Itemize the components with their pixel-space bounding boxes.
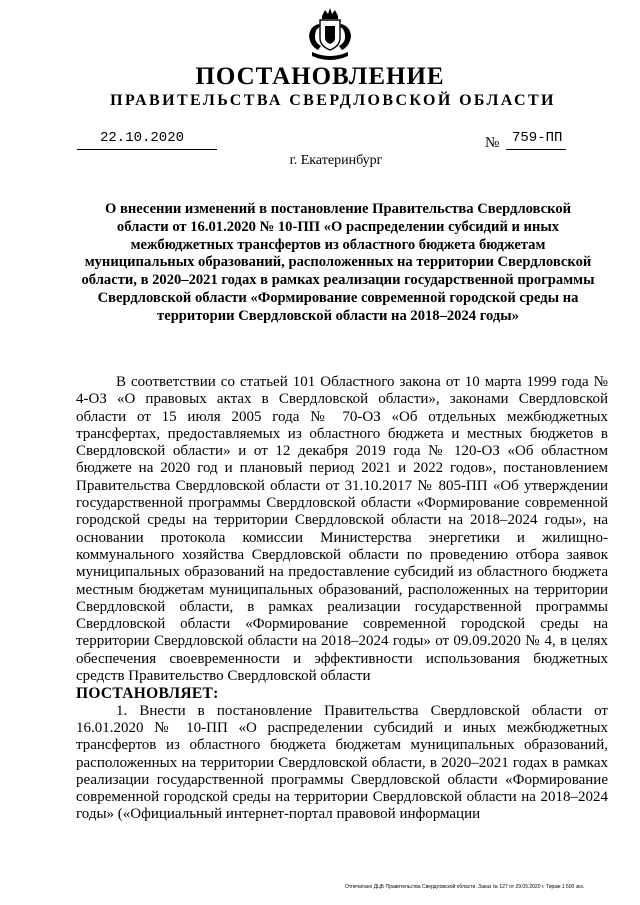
document-number: 759-ПП — [512, 130, 563, 146]
resolves-heading: ПОСТАНОВЛЯЕТ: — [76, 685, 219, 703]
document-date: 22.10.2020 — [100, 130, 185, 146]
document-body — [76, 374, 608, 824]
coat-of-arms-icon — [300, 6, 360, 66]
document-type-title: ПОСТАНОВЛЕНИЕ — [195, 63, 445, 90]
document-heading: О внесении изменений в постановление Правительства Свердловской области от 16.01.2020 № 10-ПП «О распределении субсидий и иных межбюджетных трансфертов из областного бюджета бюджетам муниципальных образований, расположенных на территории Свердловской области, в 2020–2021 годах в рамках реализации государственной программы Свердловской области «Формирование современной городской среды на территории Свердловской области на 2018–2024 годы» — [81, 201, 595, 324]
preamble-paragraph: В соответствии со статьей 101 Областного закона от 10 марта 1999 года № 4-ОЗ «О правовых актах в Свердловской области», законами Свердловской области от 15 июля 2005 года № 70-ОЗ «Об отдельных межбюджетных трансфертах, предоставляемых из областного бюджета и местных бюджетов в Свердловской области» и от 12 декабря 2019 года № 120-ОЗ «Об областном бюджете на 2020 год и плановый период 2021 и 2022 годов», постановлением Правительства Свердловской области от 31.10.2017 № 805-ПП «Об утверждении государственной программы Свердловской области «Формирование современной городской среды на территории Свердловской области на 2018–2024 годы», на основании протокола комиссии Министерства энергетики и жилищно-коммунального хозяйства Свердловской области по проведению отбора заявок муниципальных образований на предоставление субсидий из областного бюджета местным бюджетам муниципальных образований, расположенных на территории Свердловской области, в рамках реализации государственной программы Свердловской области «Формирование современной городской среды на территории Свердловской области на 2018–2024 годы» от 09.09.2020 № 4, в целях обеспечения своевременности и эффективности использования бюджетных средств Правительство Свердловской области — [76, 374, 608, 685]
issuing-authority: ПРАВИТЕЛЬСТВА СВЕРДЛОВСКОЙ ОБЛАСТИ — [110, 92, 556, 109]
item-1-paragraph: 1. Внести в постановление Правительства Свердловской области от 16.01.2020 № 10-ПП «О распределении субсидий и иных межбюджетных трансфертов из областного бюджета бюджетам муниципальных образований, расположенных на территории Свердловской области, в 2020–2021 годах в рамках реализации государственной программы Свердловской области «Формирование современной городской среды на территории Свердловской области на 2018–2024 годы» («Официальный интернет-портал правовой информации — [76, 702, 608, 823]
date-underline — [77, 149, 217, 150]
city: г. Екатеринбург — [289, 153, 383, 168]
number-underline — [506, 149, 566, 150]
print-footer: Отпечатано ДЦБ Правительства Свердловской области. Заказ № 127 от 29.05.2020 г. Тираж 1 500 экз. — [345, 884, 585, 890]
number-sign: № — [485, 135, 500, 151]
